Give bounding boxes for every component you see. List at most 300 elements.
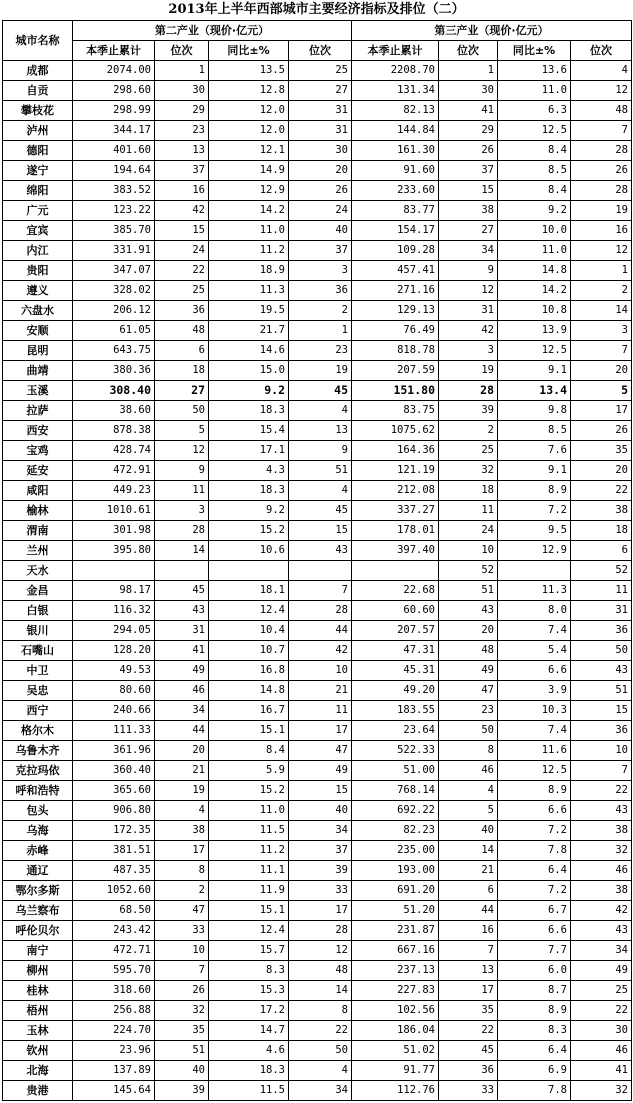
- secondary-cumulative-cell: 68.50: [73, 901, 155, 921]
- tertiary-yoy-rank-cell: 11: [571, 581, 632, 601]
- tertiary-cumulative-cell: 83.77: [352, 201, 439, 221]
- secondary-cumulative-cell: 172.35: [73, 821, 155, 841]
- city-name-cell: 宝鸡: [3, 441, 73, 461]
- secondary-yoy-cell: 12.8: [209, 81, 289, 101]
- tertiary-yoy-rank-header: 位次: [571, 41, 632, 61]
- secondary-yoy-rank-cell: 48: [289, 961, 352, 981]
- secondary-yoy-cell: 15.7: [209, 941, 289, 961]
- table-row: [3, 881, 632, 901]
- tertiary-rank-cell: 7: [439, 941, 498, 961]
- tertiary-yoy-cell: 11.6: [498, 741, 571, 761]
- city-name-cell: 西安: [3, 421, 73, 441]
- secondary-yoy-rank-cell: 17: [289, 901, 352, 921]
- tertiary-rank-cell: 18: [439, 481, 498, 501]
- tertiary-yoy-rank-cell: 16: [571, 221, 632, 241]
- table-row: [3, 61, 632, 81]
- tertiary-yoy-cell: 9.2: [498, 201, 571, 221]
- secondary-yoy-cell: 17.1: [209, 441, 289, 461]
- secondary-cumulative-cell: 49.53: [73, 661, 155, 681]
- secondary-yoy-rank-cell: 44: [289, 621, 352, 641]
- secondary-yoy-cell: 8.4: [209, 741, 289, 761]
- secondary-yoy-cell: [209, 561, 289, 581]
- tertiary-yoy-rank-cell: 22: [571, 1001, 632, 1021]
- table-row: [3, 201, 632, 221]
- tertiary-yoy-rank-cell: 15: [571, 701, 632, 721]
- secondary-yoy-cell: 12.0: [209, 101, 289, 121]
- tertiary-yoy-rank-cell: 7: [571, 761, 632, 781]
- city-name-cell: 银川: [3, 621, 73, 641]
- tertiary-yoy-rank-cell: 7: [571, 121, 632, 141]
- tertiary-yoy-cell: 13.6: [498, 61, 571, 81]
- secondary-yoy-cell: 12.1: [209, 141, 289, 161]
- tertiary-yoy-rank-cell: 32: [571, 1081, 632, 1101]
- tertiary-yoy-rank-cell: 43: [571, 661, 632, 681]
- secondary-yoy-rank-cell: 42: [289, 641, 352, 661]
- table-row: [3, 521, 632, 541]
- tertiary-yoy-rank-cell: 26: [571, 421, 632, 441]
- secondary-yoy-rank-cell: 49: [289, 761, 352, 781]
- city-name-cell: 包头: [3, 801, 73, 821]
- tertiary-rank-cell: 12: [439, 281, 498, 301]
- tertiary-rank-header: 位次: [439, 41, 498, 61]
- secondary-yoy-cell: 15.3: [209, 981, 289, 1001]
- tertiary-yoy-cell: 10.0: [498, 221, 571, 241]
- secondary-yoy-cell: 18.3: [209, 401, 289, 421]
- table-row: [3, 621, 632, 641]
- secondary-yoy-rank-cell: 8: [289, 1001, 352, 1021]
- secondary-yoy-rank-cell: 47: [289, 741, 352, 761]
- secondary-cumulative-cell: 2074.00: [73, 61, 155, 81]
- tertiary-rank-cell: 11: [439, 501, 498, 521]
- tertiary-yoy-rank-cell: 28: [571, 181, 632, 201]
- secondary-yoy-cell: 15.2: [209, 521, 289, 541]
- table-row: [3, 481, 632, 501]
- secondary-yoy-rank-cell: 45: [289, 501, 352, 521]
- secondary-yoy-cell: 8.3: [209, 961, 289, 981]
- tertiary-cumulative-cell: 151.80: [352, 381, 439, 401]
- tertiary-yoy-cell: [498, 561, 571, 581]
- table-row: [3, 981, 632, 1001]
- tertiary-yoy-cell: 8.7: [498, 981, 571, 1001]
- secondary-rank-cell: 48: [155, 321, 209, 341]
- tertiary-yoy-cell: 6.3: [498, 101, 571, 121]
- city-name-cell: 德阳: [3, 141, 73, 161]
- table-row: [3, 81, 632, 101]
- tertiary-yoy-cell: 14.2: [498, 281, 571, 301]
- secondary-cumulative-cell: 383.52: [73, 181, 155, 201]
- tertiary-yoy-rank-cell: 48: [571, 101, 632, 121]
- secondary-cumulative-cell: 401.60: [73, 141, 155, 161]
- secondary-yoy-cell: 19.5: [209, 301, 289, 321]
- tertiary-rank-cell: 15: [439, 181, 498, 201]
- tertiary-yoy-cell: 12.5: [498, 121, 571, 141]
- secondary-yoy-cell: 4.3: [209, 461, 289, 481]
- secondary-cumulative-cell: 206.12: [73, 301, 155, 321]
- tertiary-yoy-rank-cell: 12: [571, 81, 632, 101]
- tertiary-rank-cell: 2: [439, 421, 498, 441]
- tertiary-yoy-rank-cell: 22: [571, 781, 632, 801]
- secondary-cumulative-cell: 381.51: [73, 841, 155, 861]
- secondary-cumulative-cell: 878.38: [73, 421, 155, 441]
- tertiary-yoy-rank-cell: 38: [571, 881, 632, 901]
- tertiary-cumulative-cell: 121.19: [352, 461, 439, 481]
- table-row: [3, 661, 632, 681]
- table-row: [3, 161, 632, 181]
- secondary-yoy-cell: 11.0: [209, 801, 289, 821]
- tertiary-yoy-rank-cell: 38: [571, 821, 632, 841]
- tertiary-rank-cell: 28: [439, 381, 498, 401]
- page-title: 2013年上半年西部城市主要经济指标及排位（二）: [168, 2, 465, 17]
- secondary-cumulative-cell: 240.66: [73, 701, 155, 721]
- secondary-rank-cell: 21: [155, 761, 209, 781]
- tertiary-yoy-rank-cell: 38: [571, 501, 632, 521]
- secondary-yoy-rank-cell: 7: [289, 581, 352, 601]
- secondary-cumulative-cell: 472.71: [73, 941, 155, 961]
- secondary-yoy-rank-cell: 4: [289, 481, 352, 501]
- secondary-rank-cell: 46: [155, 681, 209, 701]
- secondary-cumulative-cell: 243.42: [73, 921, 155, 941]
- tertiary-yoy-rank-cell: 19: [571, 201, 632, 221]
- tertiary-yoy-rank-cell: 2: [571, 281, 632, 301]
- tertiary-rank-cell: 21: [439, 861, 498, 881]
- tertiary-yoy-rank-cell: 4: [571, 61, 632, 81]
- tertiary-yoy-cell: 6.4: [498, 861, 571, 881]
- secondary-yoy-rank-cell: 28: [289, 921, 352, 941]
- city-name-cell: 六盘水: [3, 301, 73, 321]
- secondary-rank-cell: 50: [155, 401, 209, 421]
- city-name-cell: 赤峰: [3, 841, 73, 861]
- secondary-yoy-rank-cell: 33: [289, 881, 352, 901]
- tertiary-yoy-rank-cell: 36: [571, 721, 632, 741]
- economic-indicators-table: [2, 20, 632, 1101]
- secondary-cumulative-cell: 111.33: [73, 721, 155, 741]
- secondary-yoy-cell: 21.7: [209, 321, 289, 341]
- secondary-yoy-rank-cell: 22: [289, 1021, 352, 1041]
- secondary-rank-header: 位次: [155, 41, 209, 61]
- secondary-rank-cell: 44: [155, 721, 209, 741]
- secondary-yoy-cell: 11.5: [209, 1081, 289, 1101]
- secondary-cumulative-cell: 361.96: [73, 741, 155, 761]
- tertiary-rank-cell: 42: [439, 321, 498, 341]
- secondary-rank-cell: 25: [155, 281, 209, 301]
- city-name-cell: 中卫: [3, 661, 73, 681]
- secondary-cumulative-cell: 145.64: [73, 1081, 155, 1101]
- secondary-yoy-cell: 14.8: [209, 681, 289, 701]
- secondary-yoy-rank-cell: 9: [289, 441, 352, 461]
- secondary-yoy-rank-cell: 37: [289, 841, 352, 861]
- secondary-rank-cell: 40: [155, 1061, 209, 1081]
- secondary-yoy-rank-cell: 4: [289, 1061, 352, 1081]
- secondary-rank-cell: 51: [155, 1041, 209, 1061]
- secondary-cumulative-cell: 137.89: [73, 1061, 155, 1081]
- table-row: [3, 781, 632, 801]
- tertiary-cumulative-cell: 692.22: [352, 801, 439, 821]
- tertiary-yoy-rank-cell: 43: [571, 801, 632, 821]
- city-name-cell: 广元: [3, 201, 73, 221]
- tertiary-rank-cell: 37: [439, 161, 498, 181]
- tertiary-yoy-rank-cell: 35: [571, 441, 632, 461]
- secondary-rank-cell: 29: [155, 101, 209, 121]
- tertiary-rank-cell: 16: [439, 921, 498, 941]
- tertiary-yoy-rank-cell: 26: [571, 161, 632, 181]
- table-row: [3, 961, 632, 981]
- secondary-cumulative-cell: 1010.61: [73, 501, 155, 521]
- secondary-yoy-cell: 15.4: [209, 421, 289, 441]
- secondary-yoy-cell: 12.4: [209, 601, 289, 621]
- secondary-yoy-rank-cell: 51: [289, 461, 352, 481]
- secondary-yoy-rank-cell: 34: [289, 821, 352, 841]
- secondary-cumulative-cell: 123.22: [73, 201, 155, 221]
- tertiary-cumulative-cell: 164.36: [352, 441, 439, 461]
- secondary-yoy-rank-cell: [289, 561, 352, 581]
- tertiary-rank-cell: 19: [439, 361, 498, 381]
- city-name-cell: 格尔木: [3, 721, 73, 741]
- tertiary-yoy-cell: 13.4: [498, 381, 571, 401]
- tertiary-yoy-rank-cell: 46: [571, 1041, 632, 1061]
- tertiary-rank-cell: 36: [439, 1061, 498, 1081]
- tertiary-cumulative-header: 本季止累计: [352, 41, 439, 61]
- secondary-yoy-cell: 12.9: [209, 181, 289, 201]
- city-name-cell: 兰州: [3, 541, 73, 561]
- tertiary-yoy-rank-cell: 49: [571, 961, 632, 981]
- tertiary-yoy-cell: 8.9: [498, 481, 571, 501]
- table-row: [3, 101, 632, 121]
- tertiary-yoy-rank-cell: 18: [571, 521, 632, 541]
- secondary-rank-cell: 23: [155, 121, 209, 141]
- tertiary-rank-cell: 33: [439, 1081, 498, 1101]
- secondary-rank-cell: 39: [155, 1081, 209, 1101]
- city-name-cell: 天水: [3, 561, 73, 581]
- tertiary-rank-cell: 10: [439, 541, 498, 561]
- tertiary-cumulative-cell: 83.75: [352, 401, 439, 421]
- tertiary-yoy-cell: 7.8: [498, 841, 571, 861]
- city-name-cell: 玉溪: [3, 381, 73, 401]
- tertiary-rank-cell: 14: [439, 841, 498, 861]
- tertiary-yoy-cell: 9.8: [498, 401, 571, 421]
- city-name-cell: 拉萨: [3, 401, 73, 421]
- city-name-cell: 泸州: [3, 121, 73, 141]
- secondary-yoy-rank-cell: 13: [289, 421, 352, 441]
- secondary-rank-cell: 26: [155, 981, 209, 1001]
- secondary-rank-cell: 18: [155, 361, 209, 381]
- secondary-rank-cell: 6: [155, 341, 209, 361]
- table-row: [3, 801, 632, 821]
- secondary-rank-cell: 17: [155, 841, 209, 861]
- secondary-cumulative-cell: 365.60: [73, 781, 155, 801]
- tertiary-yoy-cell: 8.4: [498, 181, 571, 201]
- tertiary-yoy-rank-cell: 50: [571, 641, 632, 661]
- secondary-rank-cell: 10: [155, 941, 209, 961]
- city-name-cell: 吴忠: [3, 681, 73, 701]
- table-row: [3, 761, 632, 781]
- tertiary-cumulative-cell: 337.27: [352, 501, 439, 521]
- secondary-cumulative-cell: 487.35: [73, 861, 155, 881]
- secondary-yoy-rank-cell: 31: [289, 101, 352, 121]
- city-name-cell: 克拉玛依: [3, 761, 73, 781]
- secondary-cumulative-cell: 224.70: [73, 1021, 155, 1041]
- secondary-yoy-rank-cell: 10: [289, 661, 352, 681]
- secondary-cumulative-cell: 428.74: [73, 441, 155, 461]
- tertiary-cumulative-cell: 183.55: [352, 701, 439, 721]
- tertiary-cumulative-cell: 102.56: [352, 1001, 439, 1021]
- secondary-cumulative-cell: 128.20: [73, 641, 155, 661]
- tertiary-cumulative-cell: 154.17: [352, 221, 439, 241]
- table-row: [3, 821, 632, 841]
- tertiary-rank-cell: 8: [439, 741, 498, 761]
- secondary-cumulative-cell: 595.70: [73, 961, 155, 981]
- table-row: [3, 1061, 632, 1081]
- tertiary-yoy-cell: 8.9: [498, 781, 571, 801]
- tertiary-rank-cell: 40: [439, 821, 498, 841]
- tertiary-yoy-cell: 8.4: [498, 141, 571, 161]
- secondary-cumulative-cell: 80.60: [73, 681, 155, 701]
- tertiary-rank-cell: 1: [439, 61, 498, 81]
- city-name-cell: 内江: [3, 241, 73, 261]
- tertiary-rank-cell: 31: [439, 301, 498, 321]
- secondary-rank-cell: 19: [155, 781, 209, 801]
- city-name-cell: 遵义: [3, 281, 73, 301]
- secondary-rank-cell: 15: [155, 221, 209, 241]
- city-name-cell: 贵港: [3, 1081, 73, 1101]
- tertiary-cumulative-cell: 144.84: [352, 121, 439, 141]
- tertiary-yoy-rank-cell: 5: [571, 381, 632, 401]
- table-row: [3, 561, 632, 581]
- secondary-yoy-cell: 9.2: [209, 501, 289, 521]
- city-name-cell: 自贡: [3, 81, 73, 101]
- secondary-rank-cell: 34: [155, 701, 209, 721]
- tertiary-yoy-cell: 8.0: [498, 601, 571, 621]
- secondary-cumulative-cell: 331.91: [73, 241, 155, 261]
- secondary-rank-cell: 32: [155, 1001, 209, 1021]
- tertiary-rank-cell: 43: [439, 601, 498, 621]
- tertiary-rank-cell: 23: [439, 701, 498, 721]
- secondary-yoy-rank-cell: 31: [289, 121, 352, 141]
- tertiary-yoy-cell: 6.7: [498, 901, 571, 921]
- secondary-yoy-cell: 12.0: [209, 121, 289, 141]
- secondary-yoy-rank-cell: 40: [289, 221, 352, 241]
- tertiary-rank-cell: 46: [439, 761, 498, 781]
- tertiary-cumulative-cell: 522.33: [352, 741, 439, 761]
- secondary-rank-cell: 28: [155, 521, 209, 541]
- secondary-yoy-rank-cell: 36: [289, 281, 352, 301]
- table-body: [3, 61, 632, 1101]
- secondary-rank-cell: 43: [155, 601, 209, 621]
- table-row: [3, 1081, 632, 1101]
- secondary-yoy-rank-cell: 15: [289, 521, 352, 541]
- secondary-cumulative-cell: 256.88: [73, 1001, 155, 1021]
- secondary-yoy-cell: 10.6: [209, 541, 289, 561]
- tertiary-cumulative-cell: 2208.70: [352, 61, 439, 81]
- city-name-cell: 石嘴山: [3, 641, 73, 661]
- tertiary-yoy-rank-cell: 30: [571, 1021, 632, 1041]
- secondary-rank-cell: 38: [155, 821, 209, 841]
- city-name-cell: 柳州: [3, 961, 73, 981]
- tertiary-yoy-cell: 13.9: [498, 321, 571, 341]
- tertiary-yoy-rank-cell: 22: [571, 481, 632, 501]
- secondary-yoy-cell: 14.6: [209, 341, 289, 361]
- secondary-yoy-cell: 10.7: [209, 641, 289, 661]
- tertiary-cumulative-cell: 51.00: [352, 761, 439, 781]
- secondary-yoy-cell: 18.3: [209, 481, 289, 501]
- table-row: [3, 1021, 632, 1041]
- secondary-rank-cell: 37: [155, 161, 209, 181]
- tertiary-cumulative-cell: 237.13: [352, 961, 439, 981]
- tertiary-yoy-rank-cell: 31: [571, 601, 632, 621]
- secondary-rank-cell: 13: [155, 141, 209, 161]
- tertiary-yoy-cell: 3.9: [498, 681, 571, 701]
- tertiary-rank-cell: 44: [439, 901, 498, 921]
- tertiary-cumulative-cell: 691.20: [352, 881, 439, 901]
- city-name-cell: 宜宾: [3, 221, 73, 241]
- table-row: [3, 701, 632, 721]
- secondary-rank-cell: 36: [155, 301, 209, 321]
- secondary-rank-cell: 35: [155, 1021, 209, 1041]
- secondary-yoy-rank-header: 位次: [289, 41, 352, 61]
- tertiary-yoy-cell: 7.2: [498, 501, 571, 521]
- tertiary-rank-cell: 6: [439, 881, 498, 901]
- table-row: [3, 261, 632, 281]
- city-name-cell: 南宁: [3, 941, 73, 961]
- secondary-cumulative-cell: [73, 561, 155, 581]
- secondary-yoy-cell: 18.3: [209, 1061, 289, 1081]
- secondary-yoy-cell: 10.4: [209, 621, 289, 641]
- secondary-yoy-cell: 11.0: [209, 221, 289, 241]
- secondary-yoy-rank-cell: 21: [289, 681, 352, 701]
- table-row: [3, 501, 632, 521]
- tertiary-rank-cell: 41: [439, 101, 498, 121]
- tertiary-yoy-rank-cell: 46: [571, 861, 632, 881]
- tertiary-cumulative-cell: 51.02: [352, 1041, 439, 1061]
- tertiary-yoy-cell: 6.6: [498, 661, 571, 681]
- tertiary-cumulative-cell: 271.16: [352, 281, 439, 301]
- table-row: [3, 341, 632, 361]
- secondary-rank-cell: 9: [155, 461, 209, 481]
- tertiary-rank-cell: 13: [439, 961, 498, 981]
- tertiary-yoy-rank-cell: 1: [571, 261, 632, 281]
- secondary-rank-cell: 24: [155, 241, 209, 261]
- secondary-rank-cell: 14: [155, 541, 209, 561]
- secondary-yoy-cell: 18.9: [209, 261, 289, 281]
- tertiary-cumulative-cell: 23.64: [352, 721, 439, 741]
- table-row: [3, 941, 632, 961]
- tertiary-cumulative-cell: 207.57: [352, 621, 439, 641]
- tertiary-yoy-cell: 6.6: [498, 921, 571, 941]
- secondary-cumulative-cell: 906.80: [73, 801, 155, 821]
- tertiary-cumulative-cell: 45.31: [352, 661, 439, 681]
- tertiary-rank-cell: 4: [439, 781, 498, 801]
- tertiary-cumulative-cell: 51.20: [352, 901, 439, 921]
- secondary-cumulative-cell: 380.36: [73, 361, 155, 381]
- city-name-cell: 桂林: [3, 981, 73, 1001]
- city-name-cell: 贵阳: [3, 261, 73, 281]
- table-row: [3, 581, 632, 601]
- tertiary-rank-cell: 51: [439, 581, 498, 601]
- secondary-yoy-cell: 11.5: [209, 821, 289, 841]
- tertiary-yoy-cell: 9.5: [498, 521, 571, 541]
- secondary-yoy-rank-cell: 43: [289, 541, 352, 561]
- secondary-yoy-rank-cell: 11: [289, 701, 352, 721]
- city-name-cell: 昆明: [3, 341, 73, 361]
- tertiary-cumulative-cell: 82.13: [352, 101, 439, 121]
- secondary-yoy-rank-cell: 12: [289, 941, 352, 961]
- secondary-yoy-rank-cell: 50: [289, 1041, 352, 1061]
- city-name-cell: 玉林: [3, 1021, 73, 1041]
- secondary-cumulative-cell: 643.75: [73, 341, 155, 361]
- secondary-yoy-cell: 12.4: [209, 921, 289, 941]
- city-name-cell: 攀枝花: [3, 101, 73, 121]
- tertiary-cumulative-cell: 178.01: [352, 521, 439, 541]
- secondary-cumulative-cell: 449.23: [73, 481, 155, 501]
